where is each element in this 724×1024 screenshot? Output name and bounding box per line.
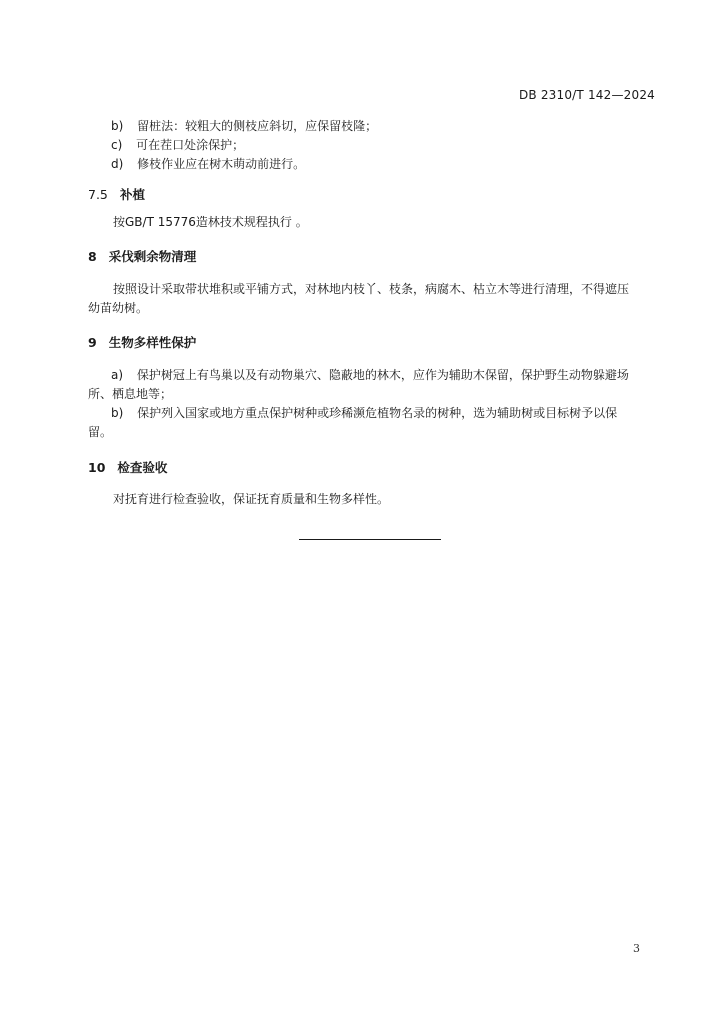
section-body-8-line1: 按照设计采取带状堆积或平铺方式，对林地内枝丫、枝条，病腐木、枯立木等进行清理，不得遮压 [113,282,630,296]
item-marker: d) [111,157,124,171]
item-text-continued: 所、栖息地等； [88,387,173,401]
section-heading-9 [88,333,196,351]
list-item [111,117,377,136]
list-item [111,366,629,385]
item-text: 留桩法：较粗大的侧枝应斜切，应保留枝隆； [137,119,378,133]
document-code: DB 2310/T 142—2024 [518,88,655,102]
section-heading-8 [88,247,196,265]
item-text: 保护树冠上有鸟巢以及有动物巢穴、隐蔽地的林木，应作为辅助木保留，保护野生动物躲避场 [136,368,629,382]
section-title: 补植 [120,187,146,202]
item-text: 保护列入国家或地方重点保护树种或珍稀濒危植物名录的树种，选为辅助树或目标树予以保 [137,406,618,420]
list-item [111,404,617,423]
item-marker: b) [111,406,124,420]
item-text: 修枝作业应在树木萌动前进行。 [137,157,306,171]
item-marker: c) [111,138,123,152]
section-number: 10 [88,460,106,475]
section-title: 检查验收 [117,460,168,475]
page-number: 3 [633,942,640,955]
section-body-8-line2: 幼苗幼树。 [88,301,149,315]
list-item [111,155,305,174]
section-heading-10 [88,458,167,476]
section-number: 7.5 [88,187,108,202]
section-title: 采伐剩余物清理 [108,249,197,264]
list-item [111,136,244,155]
item-marker: a) [111,368,124,382]
section-number: 9 [88,335,97,350]
end-rule [299,539,441,540]
item-text: 可在茬口处涂保护； [136,138,245,152]
item-marker: b) [111,119,124,133]
section-body-7-5: 按GB/T 15776造林技术规程执行 。 [113,215,308,229]
section-body-10: 对抚育进行检查验收，保证抚育质量和生物多样性。 [113,492,390,506]
section-heading-7-5 [88,185,145,203]
item-text-continued: 留。 [88,425,113,439]
section-title: 生物多样性保护 [108,335,197,350]
section-number: 8 [88,249,97,264]
